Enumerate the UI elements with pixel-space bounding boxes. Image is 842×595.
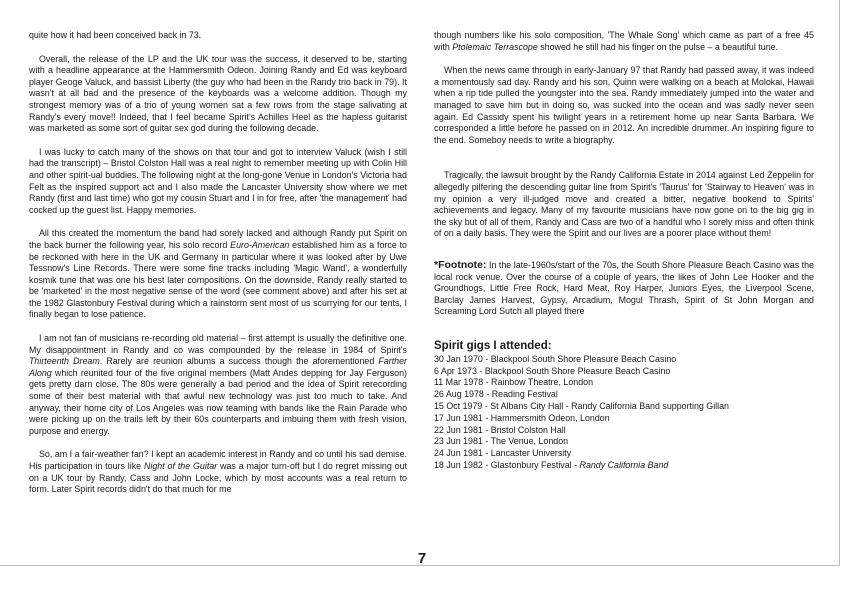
paragraph — [434, 30, 814, 53]
gig-item: 6 Apr 1973 - Blackpool South Shore Pleasure Beach Casino — [434, 365, 671, 376]
paragraph: When the news came through in early-January 97 that Randy had passed away, it was indeed a momentously sad day. Randy and his son, Quinn were walking on a beach at Molokai, Hawaii when a rip tide pulled the youngster into the sea. Randy immediately jumped into the water and managed to save him but in doing so, was sucked into the ocean and was sadly never seen again. Ed Cassidy spent his twilight years in a retirement home up near Santa Barbara. We corresponded a little before he passed on in 2012. An incredible drummer. An inspiring figure to the end. Someboy needs to write a biography. — [434, 65, 814, 145]
paragraph — [29, 228, 407, 321]
text-run: 18 Jun 1982 - Glastonbury Festival - — [434, 460, 580, 471]
paragraph: Overall, the release of the LP and the UK tour was the success, it deserved to be, starting with a headline appearance at the Hammersmith Odeon. Joining Randy and Ed was keyboard player Geoge Valuck, and bassist Liberty (the guy who had been in the Randy trio back in 79). It wasn't at all bad and the presence of the keyboards was a welcome addition. Though my strongest memory was of a trio of young women sat a few rows from the stage salivating at Randy's every move!! Indeed, that I feel became Spirit's Achilles Heel as the hapless guitarist was marketed as some sort of guitar sex god during the following decade. — [29, 53, 407, 134]
footnote-label: *Footnote: — [434, 258, 487, 271]
gig-item: 11 Mar 1978 - Rainbow Theatre, London — [434, 377, 594, 388]
footnote-body: In the late-1960s/start of the 70s, the South Shore Pleasure Beach Casino was the local rock venue. Over the course of a couple of years, the likes of John Lee Hooker and the Groundhogs, Little Free Rock, Hard Meat, Roy Harper, Juniors Eyes, the Liverpool Scene, Barclay James Harvest, Gypsy, Arcadium, Mogul Thrash, Spirit of St John Morgan and Screaming Lord Sutch all played there — [434, 259, 814, 317]
magazine-title: Ptolemaic Terrascope — [452, 41, 538, 52]
text-run: was a major turn-off but I do regret missing out on a UK tour by Randy, Cass and John Locke, which by most accounts was a real return to form. Later Spirit records didn't do that much for me — [29, 461, 407, 495]
gig-item — [434, 460, 814, 472]
paragraph: I was lucky to catch many of the shows on that tour and got to interview Valuck (wish I still had the transcript) – Bristol Colston Hall was a real night to remember meeting up with Colin Hill and other spirit-ual buddies. The following night at the long-gone Venue in London's Victoria had Felt as the inspired support act and I also made the Lancaster University show where we met Randy (first and last time) who got my cousin Stuart and I in for free, after 'the management' had cocked up the guest list. Happy memories. — [29, 146, 407, 215]
gig-item: 30 Jan 1970 - Blackpool South Shore Pleasure Beach Casino — [434, 353, 677, 364]
text-run: All this created the momentum the band had sorely lacked and although Randy put Spirit on the back burner the following year, his solo record — [29, 228, 407, 250]
right-column — [434, 30, 814, 472]
gigs-list — [434, 354, 814, 472]
tour-title: Night of the Guitar — [143, 461, 218, 471]
text-run: So, am I a fair-weather fan? I kept an academic interest in Randy and co until his sad demise. His participation in tours like — [29, 449, 407, 471]
page-number: 7 — [417, 550, 427, 567]
gigs-heading: Spirit gigs I attended: — [434, 339, 552, 352]
gig-item: 23 Jun 1981 - The Venue, London — [434, 436, 569, 447]
album-title: Euro-American — [230, 239, 290, 250]
text-run: . Rarely are reunion albums a success though the aforementioned — [99, 356, 379, 367]
text-run: established him as a force to be reckoned with here in the UK and Germany in particular where it was looked after by Uwe Tessnow's Line Records. There were some fine tracks including 'Magic Wand', a wonderfully kosmik tune that was one his best later compositions. On the downside, Randy really started to be 'marketed' in the most negative sense of the word (see comment above) and after his set at the 1982 Glastonbury Festival during which a rainstorm sent most of us scurrying for our tents, I finally began to lose patience. — [29, 239, 407, 320]
paragraph — [29, 449, 407, 495]
text-run: showed he still had his finger on the pulse – a beautiful tune. — [537, 41, 779, 52]
text-run: which reunited four of the five original members (Matt Andes depping for Jay Ferguson) gets pretty darn close. The 80s were generally a bad period and the idea of Spirit rerecording some of their best material with that awful new technology was just too much to take. And anyway, their home city of Los Angeles was now teaming with bands like the Rain Parade who were picking up on the trails left by their 60s counterparts and imbuing them with fresh vision, purpose and energy. — [29, 367, 407, 436]
band-name: Randy California Band — [579, 460, 669, 471]
paragraph — [29, 333, 407, 437]
left-column — [29, 30, 407, 508]
paragraph: Tragically, the lawsuit brought by the Randy California Estate in 2014 against Led Zeppelin for allegedly pilfering the descending guitar line from Spirit's 'Taurus' for 'Stairway to Heaven' was in my opinion a very ill-judged move and created a bitter, negative bookend to Spirits' achievements and legacy. Many of my favourite musicians have now gone on to the big gig in the sky but of all of them, Randy and Cass are two of a handful who I sorely miss and often think of on a daily basis. They were the Spirit and our lives are a poorer place without them! — [434, 170, 814, 239]
gig-item: 22 Jun 1981 - Bristol Colston Hall — [434, 424, 566, 435]
gig-item: 15 Oct 1979 - St Albans City Hall - Randy California Band supporting Gillan — [434, 401, 729, 412]
text-run: I am not fan of musicians re-recording old material – first attempt is usually the definitive one. My disappointment in Randy and co was compounded by the release in 1984 of Spirit's — [29, 333, 407, 355]
paragraph: quite how it had been conceived back in 73. — [29, 30, 202, 40]
gig-item: 26 Aug 1978 - Reading Festival — [434, 389, 558, 400]
album-title: Farther Along — [29, 356, 407, 378]
gig-item: 24 Jun 1981 - Lancaster University — [434, 448, 572, 459]
album-title: Thirteenth Dream — [29, 356, 100, 367]
gig-item: 17 Jun 1981 - Hammersmith Odeon, London — [434, 412, 610, 423]
text-run: though numbers like his solo composition, 'The Whale Song' which came as part of a free 45 with — [434, 30, 814, 52]
footnote — [434, 260, 814, 318]
